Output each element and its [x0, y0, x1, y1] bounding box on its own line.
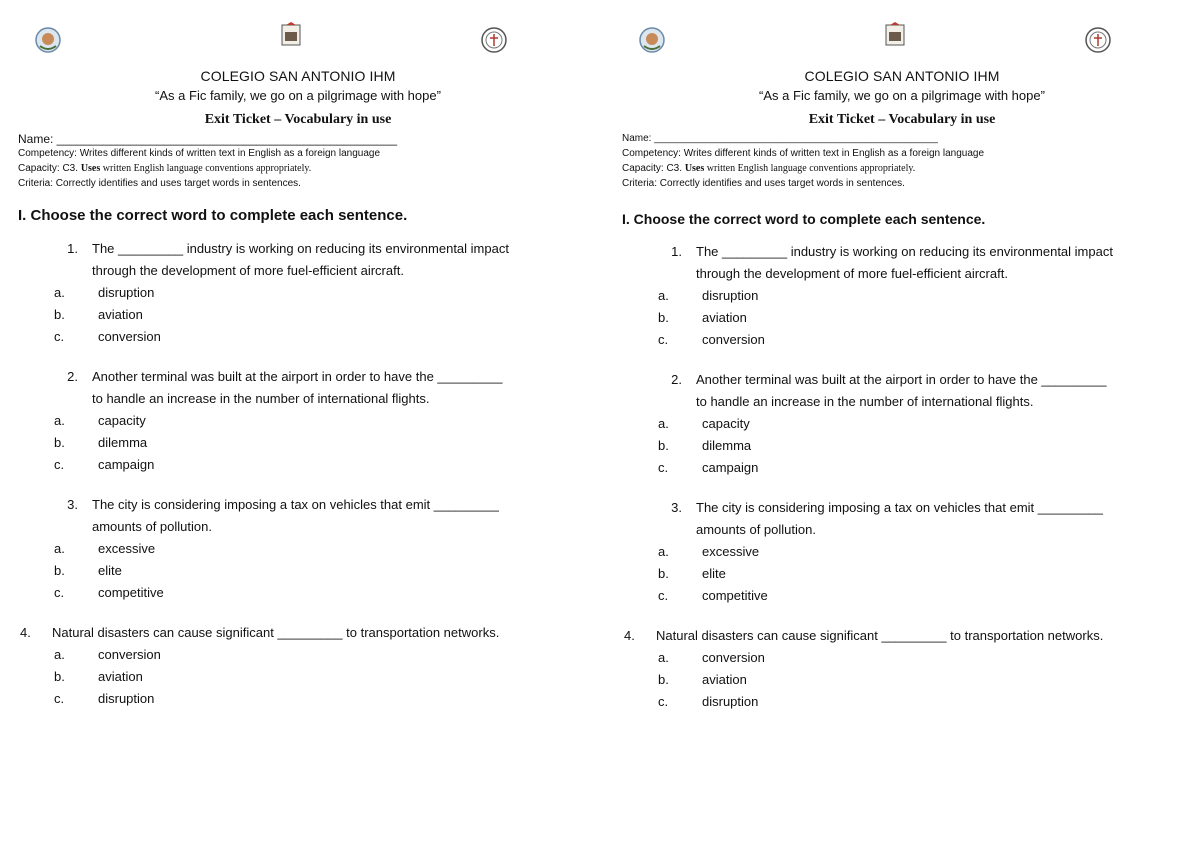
option-item — [18, 282, 578, 304]
name-field-line: Name: ___________________________________________________ — [18, 132, 398, 146]
question-text-cont: through the development of more fuel-efficient aircraft. — [696, 266, 1008, 281]
question-text-cont: through the development of more fuel-efficient aircraft. — [92, 263, 404, 278]
ihm-emblem-logo — [280, 22, 302, 48]
option-letter: c. — [54, 691, 65, 706]
option-text: disruption — [98, 285, 155, 300]
capacity-line — [18, 161, 578, 176]
option-item — [622, 307, 1182, 329]
school-motto: “As a Fic family, we go on a pilgrimage with hope” — [759, 88, 1045, 103]
option-text: conversion — [702, 332, 765, 347]
criteria-text: Correctly identifies and uses target words in sentences. — [55, 178, 301, 189]
criteria-line — [622, 176, 1182, 191]
option-text: disruption — [702, 288, 759, 303]
ticket-title: Exit Ticket – Vocabulary in use — [808, 112, 996, 127]
question-number: 3. — [67, 497, 78, 512]
option-item — [622, 691, 1182, 713]
option-text: dilemma — [702, 438, 752, 453]
option-item — [18, 454, 578, 476]
criteria-line — [18, 176, 578, 191]
option-text: excessive — [98, 541, 156, 556]
option-text: disruption — [702, 694, 759, 709]
capacity-text: written English language conventions appropriately. — [704, 163, 916, 174]
question-text: Natural disasters can cause significant _________ to transportation networks. — [656, 628, 1104, 643]
school-crest-logo — [638, 26, 666, 54]
option-letter: b. — [658, 672, 669, 687]
capacity-bold-word: Uses — [80, 163, 101, 174]
name-field-line: Name: ___________________________________________________ — [622, 133, 938, 144]
option-item — [622, 329, 1182, 351]
section-heading: I. Choose the correct word to complete each sentence. — [18, 207, 408, 224]
question-4 — [622, 625, 1182, 713]
exit-ticket-right — [622, 0, 1182, 849]
option-letter: a. — [658, 416, 669, 431]
option-item — [18, 644, 578, 666]
option-item — [622, 285, 1182, 307]
option-letter: b. — [658, 310, 669, 325]
option-item — [622, 585, 1182, 607]
option-letter: c. — [54, 457, 65, 472]
school-name: COLEGIO SAN ANTONIO IHM — [804, 68, 1000, 84]
option-text: elite — [98, 563, 122, 578]
school-name: COLEGIO SAN ANTONIO IHM — [200, 68, 396, 84]
question-text: The city is considering imposing a tax on vehicles that emit _________ — [92, 497, 499, 512]
competency-line: Competency: Writes different kinds of written text in English as a foreign language — [622, 148, 985, 159]
section-heading: I. Choose the correct word to complete each sentence. — [622, 211, 986, 227]
option-letter: b. — [54, 435, 65, 450]
option-text: conversion — [702, 650, 765, 665]
question-2 — [622, 369, 1182, 479]
option-letter: c. — [658, 332, 669, 347]
option-text: conversion — [98, 647, 161, 662]
option-letter: b. — [54, 669, 65, 684]
criteria-label: Criteria: — [18, 178, 56, 189]
question-number: 1. — [67, 241, 78, 256]
seal-logo — [1084, 26, 1112, 54]
option-item — [622, 563, 1182, 585]
option-item — [18, 666, 578, 688]
option-item — [622, 435, 1182, 457]
option-letter: b. — [658, 438, 669, 453]
option-item — [622, 413, 1182, 435]
question-number: 1. — [671, 244, 682, 259]
question-1 — [622, 241, 1182, 351]
option-item — [18, 688, 578, 710]
question-number: 4. — [624, 628, 635, 643]
option-letter: b. — [658, 566, 669, 581]
question-text-cont: to handle an increase in the number of international flights. — [92, 391, 430, 406]
exit-ticket-left — [18, 0, 578, 849]
question-3 — [622, 497, 1182, 607]
option-letter: c. — [54, 329, 65, 344]
capacity-bold-word: Uses — [684, 163, 705, 174]
option-letter: a. — [54, 541, 65, 556]
option-text: conversion — [98, 329, 161, 344]
question-text: The _________ industry is working on reducing its environmental impact — [92, 241, 509, 256]
option-letter: a. — [658, 650, 669, 665]
capacity-label: Capacity: C3. — [622, 163, 685, 174]
question-text: The city is considering imposing a tax on vehicles that emit _________ — [696, 500, 1103, 515]
option-item — [18, 326, 578, 348]
option-text: aviation — [98, 669, 143, 684]
question-text: Natural disasters can cause significant _________ to transportation networks. — [52, 625, 500, 640]
school-motto: “As a Fic family, we go on a pilgrimage with hope” — [155, 88, 441, 103]
option-letter: a. — [658, 544, 669, 559]
option-item — [18, 432, 578, 454]
criteria-text: Correctly identifies and uses target words in sentences. — [659, 178, 905, 189]
option-text: capacity — [702, 416, 750, 431]
capacity-line — [622, 161, 1182, 176]
option-item — [622, 647, 1182, 669]
option-text: excessive — [702, 544, 760, 559]
option-letter: b. — [54, 563, 65, 578]
option-text: aviation — [98, 307, 143, 322]
option-text: campaign — [702, 460, 759, 475]
question-4 — [18, 622, 578, 710]
seal-logo — [480, 26, 508, 54]
question-number: 4. — [20, 625, 31, 640]
option-text: dilemma — [98, 435, 148, 450]
option-item — [18, 582, 578, 604]
question-text-cont: to handle an increase in the number of international flights. — [696, 394, 1034, 409]
option-item — [622, 669, 1182, 691]
question-number: 3. — [671, 500, 682, 515]
option-letter: a. — [54, 413, 65, 428]
option-text: capacity — [98, 413, 146, 428]
question-2 — [18, 366, 578, 476]
option-text: elite — [702, 566, 726, 581]
option-text: aviation — [702, 310, 747, 325]
option-letter: a. — [54, 647, 65, 662]
criteria-label: Criteria: — [622, 178, 660, 189]
option-letter: a. — [54, 285, 65, 300]
option-text: competitive — [702, 588, 768, 603]
option-letter: c. — [658, 460, 669, 475]
logo-row — [18, 0, 578, 60]
option-text: competitive — [98, 585, 164, 600]
option-letter: c. — [54, 585, 65, 600]
question-text-cont: amounts of pollution. — [92, 519, 212, 534]
question-text: Another terminal was built at the airport in order to have the _________ — [92, 369, 503, 384]
question-number: 2. — [67, 369, 78, 384]
option-item — [18, 560, 578, 582]
option-letter: c. — [658, 694, 669, 709]
option-letter: a. — [658, 288, 669, 303]
question-text: The _________ industry is working on reducing its environmental impact — [696, 244, 1113, 259]
capacity-label: Capacity: C3. — [18, 163, 81, 174]
option-item — [18, 304, 578, 326]
logo-row — [622, 0, 1182, 60]
school-crest-logo — [34, 26, 62, 54]
option-text: aviation — [702, 672, 747, 687]
option-text: disruption — [98, 691, 155, 706]
ihm-emblem-logo — [884, 22, 906, 48]
question-1 — [18, 238, 578, 348]
question-3 — [18, 494, 578, 604]
option-item — [18, 410, 578, 432]
option-letter: c. — [658, 588, 669, 603]
question-number: 2. — [671, 372, 682, 387]
option-letter: b. — [54, 307, 65, 322]
question-text-cont: amounts of pollution. — [696, 522, 816, 537]
capacity-text: written English language conventions appropriately. — [100, 163, 312, 174]
option-text: campaign — [98, 457, 155, 472]
option-item — [622, 457, 1182, 479]
competency-line: Competency: Writes different kinds of written text in English as a foreign language — [18, 148, 381, 159]
ticket-title: Exit Ticket – Vocabulary in use — [204, 112, 392, 127]
question-text: Another terminal was built at the airport in order to have the _________ — [696, 372, 1107, 387]
option-item — [622, 541, 1182, 563]
option-item — [18, 538, 578, 560]
